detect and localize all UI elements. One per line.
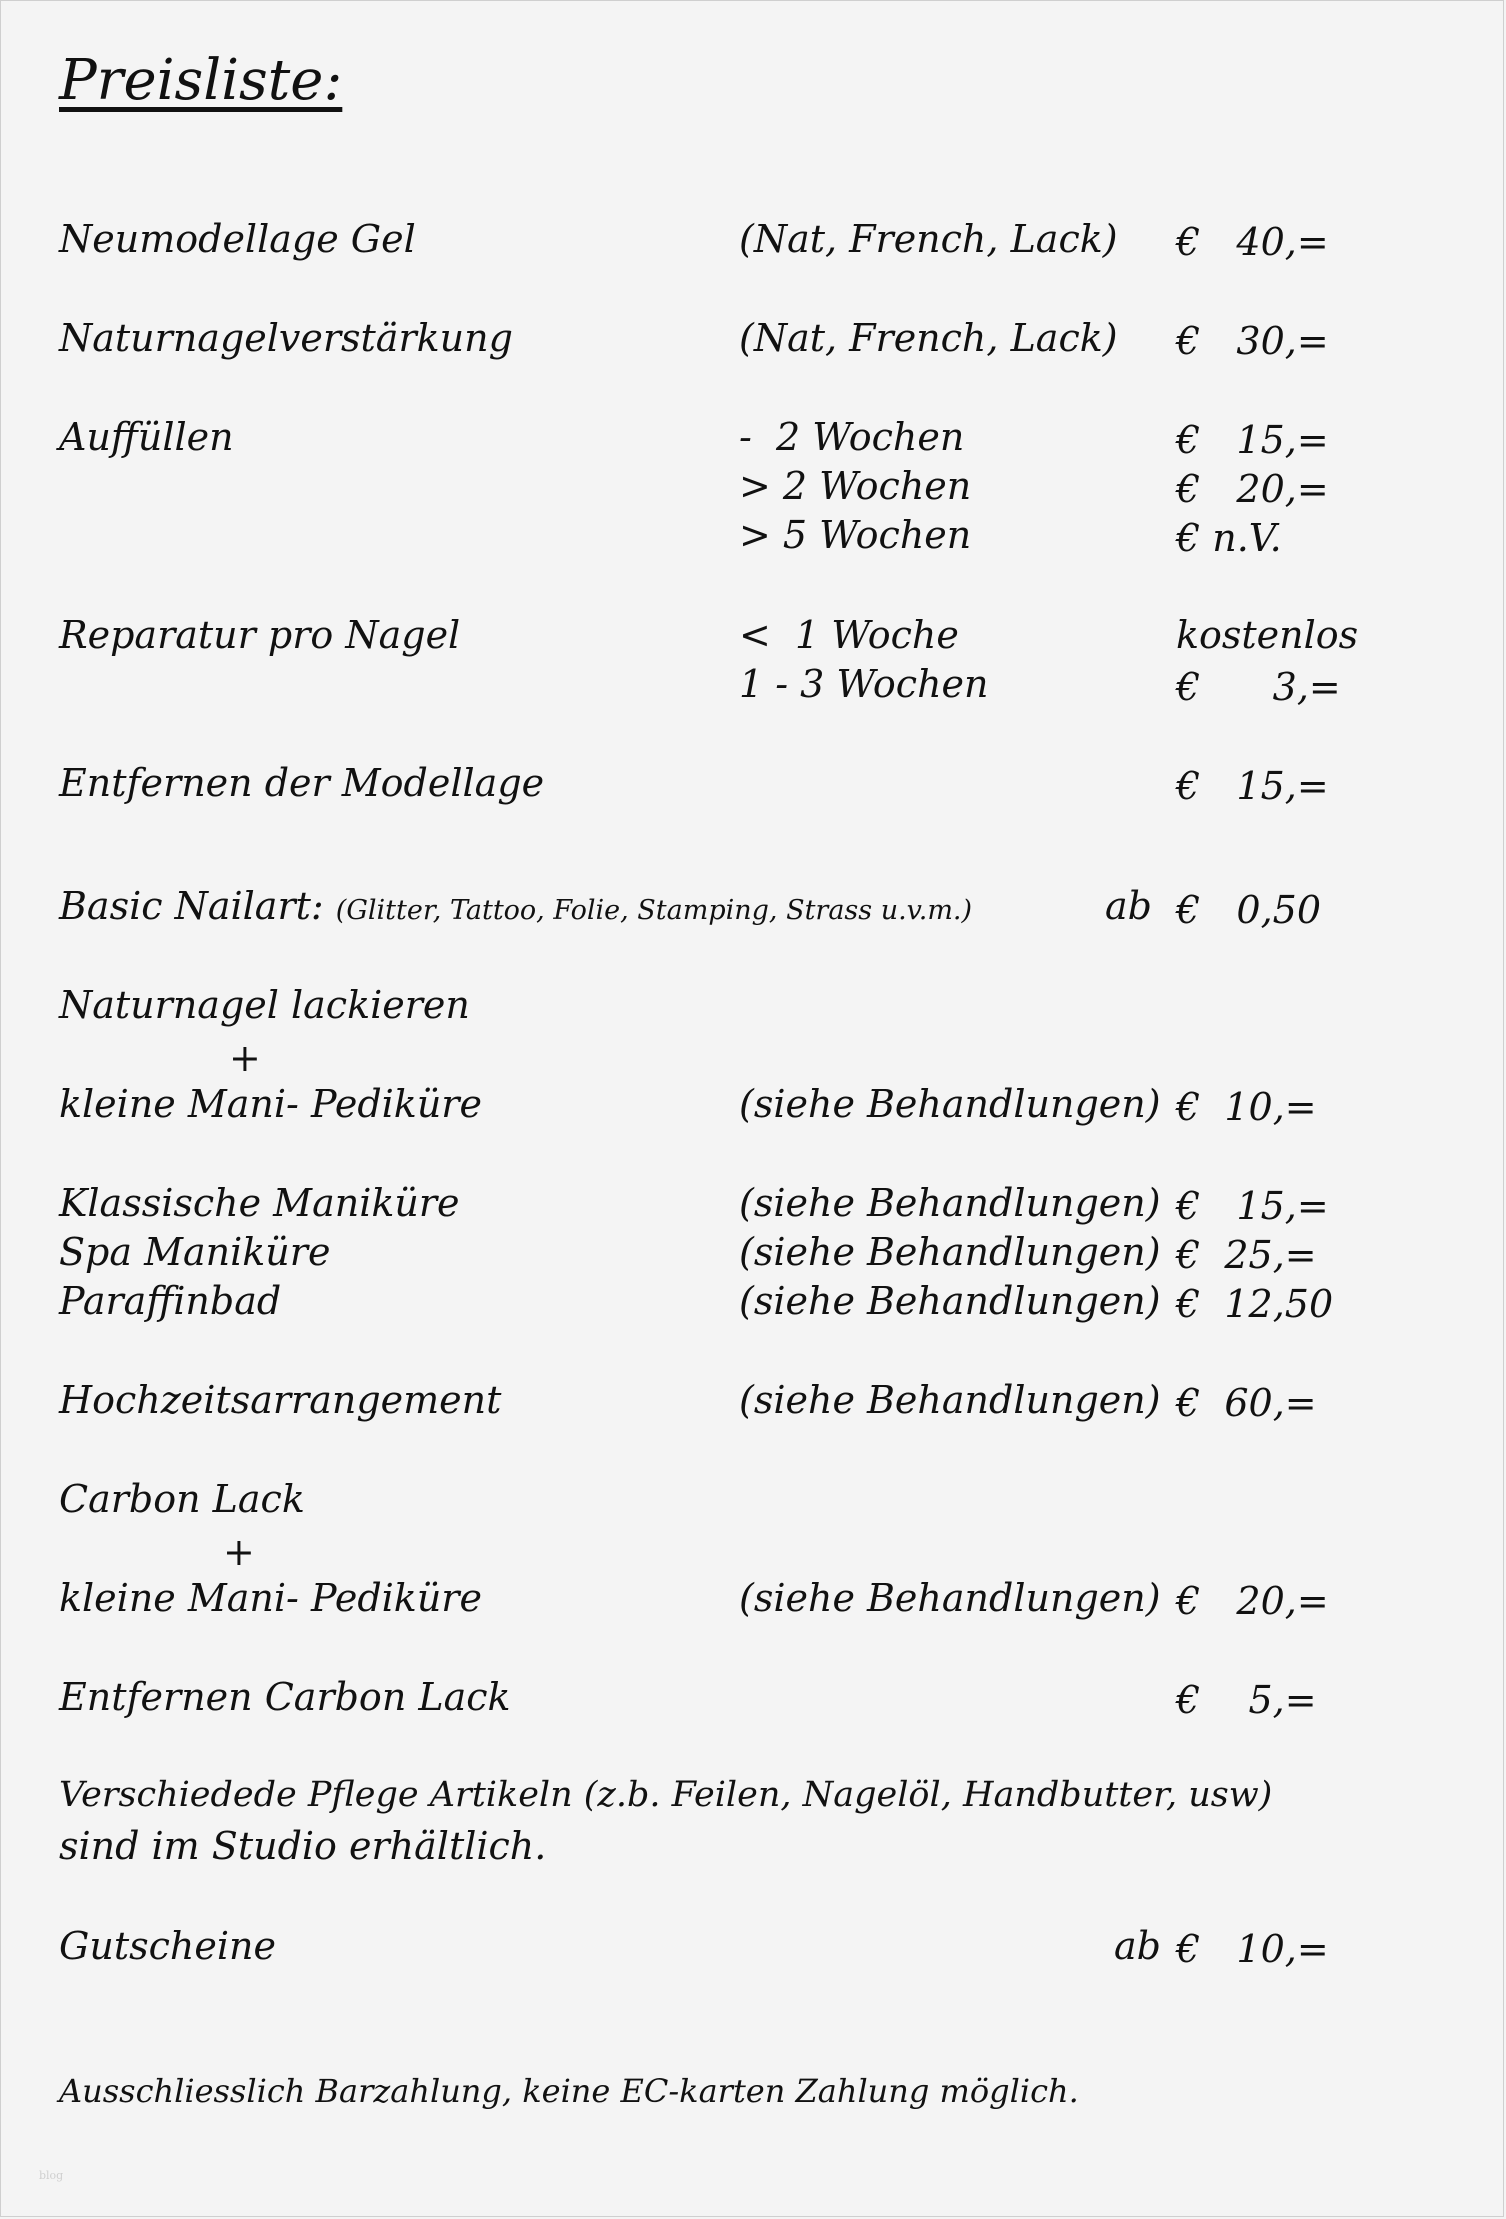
item-name: kleine Mani- Pediküre [59, 1082, 482, 1126]
item-price: € 40,= [1176, 220, 1329, 264]
item-detail: > 5 Wochen [739, 513, 972, 557]
item-detail: (siehe Behandlungen) [739, 1378, 1161, 1422]
item-price: € 25,= [1176, 1233, 1317, 1277]
care-products-note-line1: Verschiedede Pflege Artikeln (z.b. Feilen, Nagelöl, Handbutter, usw) [59, 1775, 1273, 1815]
item-name: Klassische Maniküre [59, 1181, 460, 1225]
item-detail: 1 - 3 Wochen [739, 662, 989, 706]
item-price: € 3,= [1176, 665, 1341, 709]
item-price: € 10,= [1176, 1085, 1317, 1129]
item-detail: (Nat, French, Lack) [739, 316, 1118, 360]
item-name: kleine Mani- Pediküre [59, 1576, 482, 1620]
item-name: Paraffinbad [59, 1279, 282, 1323]
plus-sign: + [229, 1036, 261, 1080]
plus-sign: + [223, 1530, 255, 1574]
item-detail: < 1 Woche [739, 613, 959, 657]
item-price: € 20,= [1176, 1579, 1329, 1623]
item-name: Neumodellage Gel [59, 217, 416, 261]
item-name: Hochzeitsarrangement [59, 1378, 502, 1422]
page-title: Preisliste: [59, 48, 343, 113]
item-name: Spa Maniküre [59, 1230, 331, 1274]
item-detail: - 2 Wochen [739, 415, 965, 459]
item-detail: (Nat, French, Lack) [739, 217, 1118, 261]
item-name: Reparatur pro Nagel [59, 613, 461, 657]
item-price: € 0,50 [1176, 888, 1322, 932]
item-price: € 12,50 [1176, 1282, 1334, 1326]
item-detail: (siehe Behandlungen) [739, 1576, 1161, 1620]
item-name: Auffüllen [59, 415, 234, 459]
item-name [59, 884, 973, 928]
care-products-note-line2: sind im Studio erhältlich. [59, 1824, 547, 1868]
item-name: Gutscheine [59, 1924, 276, 1968]
item-price: € 15,= [1176, 1184, 1329, 1228]
item-name: Entfernen Carbon Lack [59, 1675, 511, 1719]
item-name: Carbon Lack [59, 1477, 305, 1521]
payment-note: Ausschliesslich Barzahlung, keine EC-karten Zahlung möglich. [59, 2072, 1079, 2110]
item-name: Entfernen der Modellage [59, 761, 545, 805]
nailart-detail: (Glitter, Tattoo, Folie, Stamping, Strass u.v.m.) [335, 895, 973, 926]
item-detail: (siehe Behandlungen) [739, 1082, 1161, 1126]
nailart-name: Basic Nailart: [59, 884, 324, 928]
item-detail: (siehe Behandlungen) [739, 1279, 1161, 1323]
item-price: kostenlos [1176, 613, 1359, 657]
item-price: € 10,= [1176, 1927, 1329, 1971]
item-detail: (siehe Behandlungen) [739, 1181, 1161, 1225]
item-price: € n.V. [1176, 516, 1282, 560]
price-prefix: ab [1114, 1924, 1161, 1968]
item-name: Naturnagel lackieren [59, 983, 470, 1027]
item-price: € 15,= [1176, 764, 1329, 808]
item-price: € 20,= [1176, 467, 1329, 511]
item-detail: (siehe Behandlungen) [739, 1230, 1161, 1274]
watermark: blog [39, 2169, 64, 2182]
item-price: € 5,= [1176, 1678, 1317, 1722]
item-price: € 30,= [1176, 319, 1329, 363]
item-price: € 60,= [1176, 1381, 1317, 1425]
item-price: € 15,= [1176, 418, 1329, 462]
item-name: Naturnagelverstärkung [59, 316, 513, 360]
price-prefix: ab [1105, 884, 1152, 928]
item-detail: > 2 Wochen [739, 464, 972, 508]
